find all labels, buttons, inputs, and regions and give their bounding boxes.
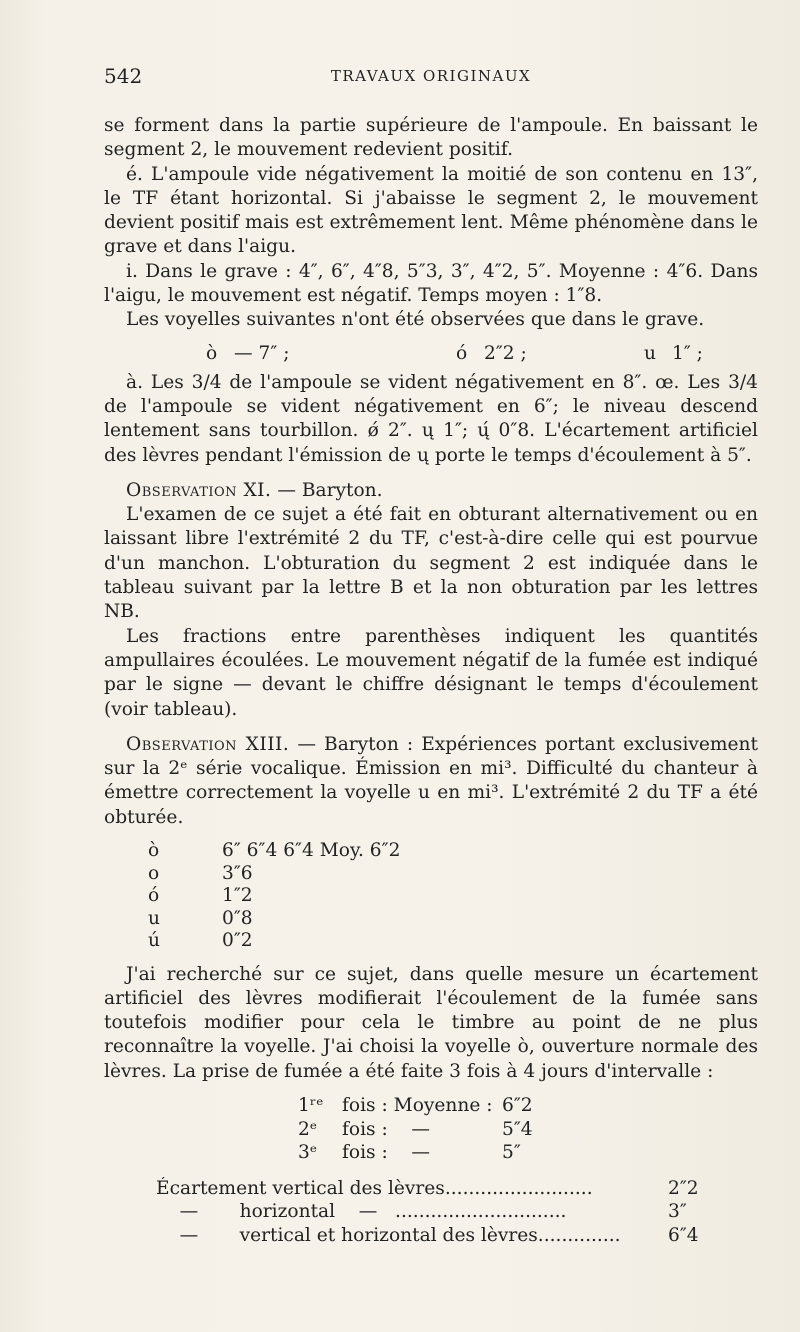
vowel: u — [148, 907, 160, 929]
fois-time: 5″4 — [502, 1118, 533, 1140]
table-row — [156, 1177, 758, 1201]
vowel: ó — [456, 342, 468, 364]
vowel: o — [148, 862, 160, 884]
vowel-time: 0″8 — [222, 907, 253, 929]
vowel: ó — [148, 885, 160, 907]
vowel-time: 2″2 ; — [484, 342, 527, 364]
table-row — [148, 885, 758, 908]
ecart-table — [104, 1177, 758, 1248]
table-row — [148, 930, 758, 953]
ecart-time: 6″4 — [668, 1224, 699, 1246]
page-body — [104, 114, 758, 1247]
observation-heading — [104, 479, 758, 503]
vowel-time: 1″2 — [222, 885, 253, 907]
vowel: ò — [206, 342, 218, 364]
fois-time: 6″2 — [502, 1095, 533, 1116]
table-row — [298, 1118, 758, 1142]
paragraph: Les voyelles suivantes n'ont été observées que dans le grave. — [126, 309, 705, 331]
table-row — [148, 840, 758, 863]
vowel-time: 3″6 — [222, 862, 253, 884]
fois-label: fois : — — [342, 1118, 430, 1140]
fois-number: 3ᵉ — [298, 1142, 318, 1163]
vowel-row — [104, 339, 758, 369]
observation-subtitle: — Baryton. — [271, 479, 383, 501]
paragraph: à. Les 3/4 de l'ampoule se vident négativement en 8″. œ. Les 3/4 de l'ampoule se vident négativement en 6″; le niveau descend lentement sans tourbillon. ǿ 2″. ų 1″; ų́ 0″8. L'écartement artificiel des lèvres pendant l'émission de ų porte le temps d'écoulement à 5″. — [104, 371, 758, 466]
fois-table — [104, 1094, 758, 1165]
table-row — [298, 1094, 758, 1118]
paragraph: é. L'ampoule vide négativement la moitié de son contenu en 13″, le TF étant horizontal. Si j'abaisse le segment 2, le mouvement devient positif mais est extrêmement lent. Même phénomène dans le grave et dans l'aigu. — [104, 163, 758, 258]
running-title: TRAVAUX ORIGINAUX — [330, 67, 532, 85]
observation-title: Observation XI. — [126, 479, 272, 501]
paragraph: se forment dans la partie supérieure de l'ampoule. En baissant le segment 2, le mouvement redevient positif. — [104, 115, 758, 161]
vowel-time: — 7″ ; — [234, 342, 290, 364]
paragraph: Les fractions entre parenthèses indiquent les quantités ampullaires écoulées. Le mouvement négatif de la fumée est indiqué par le signe — devant le chiffre désignant le temps d'écoulement (voir tableau). — [104, 625, 758, 720]
observation-heading — [104, 733, 758, 830]
paragraph: J'ai recherché sur ce sujet, dans quelle mesure un écartement artificiel des lèvres modifierait l'écoulement de la fumée sans toutefois modifier pour cela le timbre au point de ne plus reconnaître la voyelle. J'ai choisi la voyelle ò, ouverture normale des lèvres. La prise de fumée a été faite 3 fois à 4 jours d'intervalle : — [104, 963, 758, 1082]
page-header — [104, 64, 758, 92]
ecart-label: — vertical et horizontal des lèvres.............. — [156, 1224, 621, 1246]
ecart-time: 2″2 — [668, 1177, 699, 1199]
observation-text: — Baryton : Expériences portant exclusivement sur la 2ᵉ série vocalique. Émission en mi³. Difficulté du chanteur à émettre correctement la voyelle u en mi³. L'extrémité 2 du TF a été obturée. — [104, 733, 758, 828]
ecart-time: 3″ — [668, 1201, 687, 1222]
page-number: 542 — [104, 64, 143, 88]
vowel-table — [104, 840, 758, 953]
fois-label: fois : — — [342, 1142, 430, 1163]
table-row — [298, 1141, 758, 1165]
vowel: ú — [148, 930, 160, 952]
table-row — [156, 1200, 758, 1224]
table-row — [148, 863, 758, 886]
vowel-time: 1″ ; — [672, 342, 703, 364]
ecart-label: — horizontal — ............................. — [156, 1201, 567, 1222]
vowel-time: 6″ 6″4 6″4 Moy. 6″2 — [222, 840, 401, 862]
vowel-time: 0″2 — [222, 930, 253, 952]
fois-number: 1ʳᵉ — [298, 1095, 324, 1116]
fois-time: 5″ — [502, 1142, 521, 1163]
fois-number: 2ᵉ — [298, 1118, 318, 1140]
fois-label: fois : Moyenne : — [342, 1095, 493, 1116]
table-row — [148, 908, 758, 931]
paragraph: L'examen de ce sujet a été fait en obturant alternativement ou en laissant libre l'extrémité 2 du TF, c'est-à-dire celle qui est pourvue d'un manchon. L'obturation du segment 2 est indiquée dans le tableau suivant par la lettre B et la non obturation par les lettres NB. — [104, 504, 758, 623]
paragraph: i. Dans le grave : 4″, 6″, 4″8, 5″3, 3″, 4″2, 5″. Moyenne : 4″6. Dans l'aigu, le mouvement est négatif. Temps moyen : 1″8. — [104, 260, 758, 307]
ecart-label: Écartement vertical des lèvres......................... — [156, 1177, 593, 1199]
table-row — [156, 1224, 758, 1248]
vowel: u — [644, 342, 656, 364]
observation-title: Observation XIII. — [126, 733, 290, 755]
vowel: ò — [148, 840, 160, 862]
